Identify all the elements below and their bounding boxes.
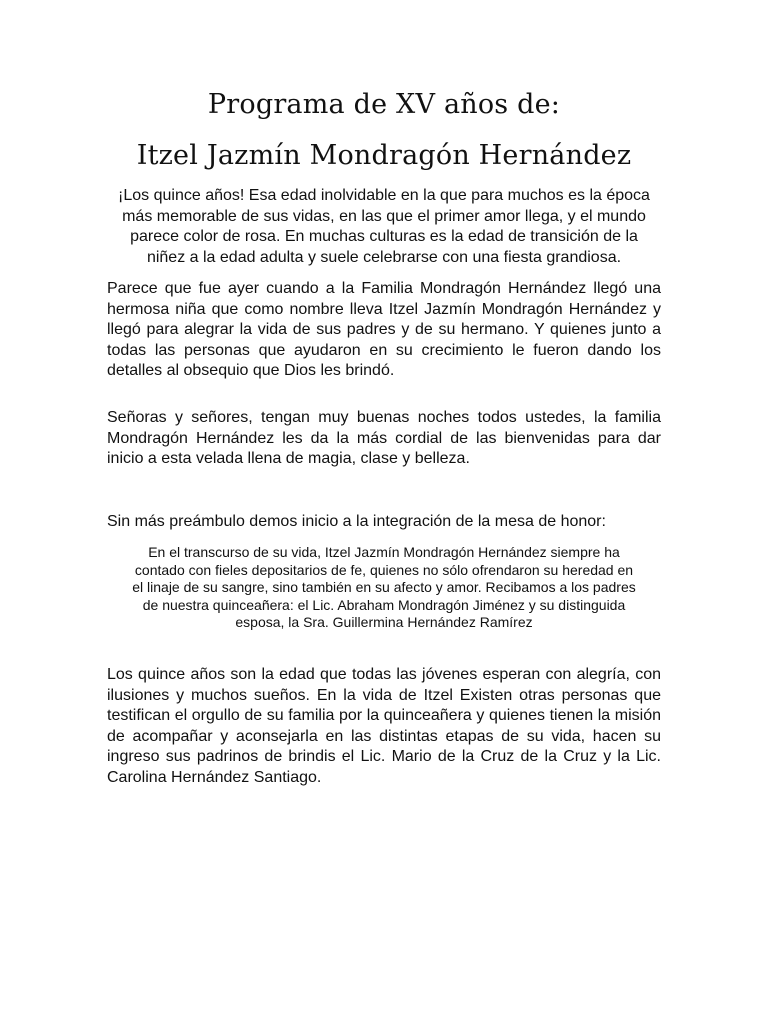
paragraph-parents: En el transcurso de su vida, Itzel Jazmín Mondragón Hernández siempre ha contado con fieles depositarios de fe, quienes no sólo ofrendaron su heredad en el linaje de su sangre, sino también en su afecto y amor. Recibamos a los padres de nuestra quinceañera: el Lic. Abraham Mondragón Jiménez y su distinguida esposa, la Sra. Guillermina Hernández Ramírez — [132, 544, 636, 630]
paragraph-godparents: Los quince años son la edad que todas las jóvenes esperan con alegría, con ilusiones y muchos sueños. En la vida de Itzel Existen otras personas que testifican el orgullo de su familia por la quinceañera y quienes tienen la misión de acompañar y aconsejarla en las distintas etapas de su vida, hacen su ingreso sus padrinos de brindis el Lic. Mario de la Cruz de la Cruz y la Lic. Carolina Hernández Santiago. — [107, 666, 661, 786]
paragraph-honor-table: Sin más preámbulo demos inicio a la integración de la mesa de honor: — [107, 513, 606, 530]
document-title: Programa de XV años de: — [207, 89, 561, 120]
paragraph-welcome: Señoras y señores, tengan muy buenas noches todos ustedes, la familia Mondragón Hernández les da la más cordial de las bienvenidas para dar inicio a esta velada llena de magia, clase y belleza. — [107, 409, 661, 467]
document-subtitle-name: Itzel Jazmín Mondragón Hernández — [136, 140, 632, 171]
intro-paragraph: ¡Los quince años! Esa edad inolvidable en la que para muchos es la época más memorable de sus vidas, en las que el primer amor llega, y el mundo parece color de rosa. En muchas culturas es la edad de transición de la niñez a la edad adulta y suele celebrarse con una fiesta grandiosa. — [118, 187, 650, 266]
paragraph-birth: Parece que fue ayer cuando a la Familia Mondragón Hernández llegó una hermosa niña que como nombre lleva Itzel Jazmín Mondragón Hernández y llegó para alegrar la vida de sus padres y de su hermano. Y quienes junto a todas las personas que ayudaron en su crecimiento le fueron dando los detalles al obsequio que Dios les brindó. — [107, 280, 661, 379]
